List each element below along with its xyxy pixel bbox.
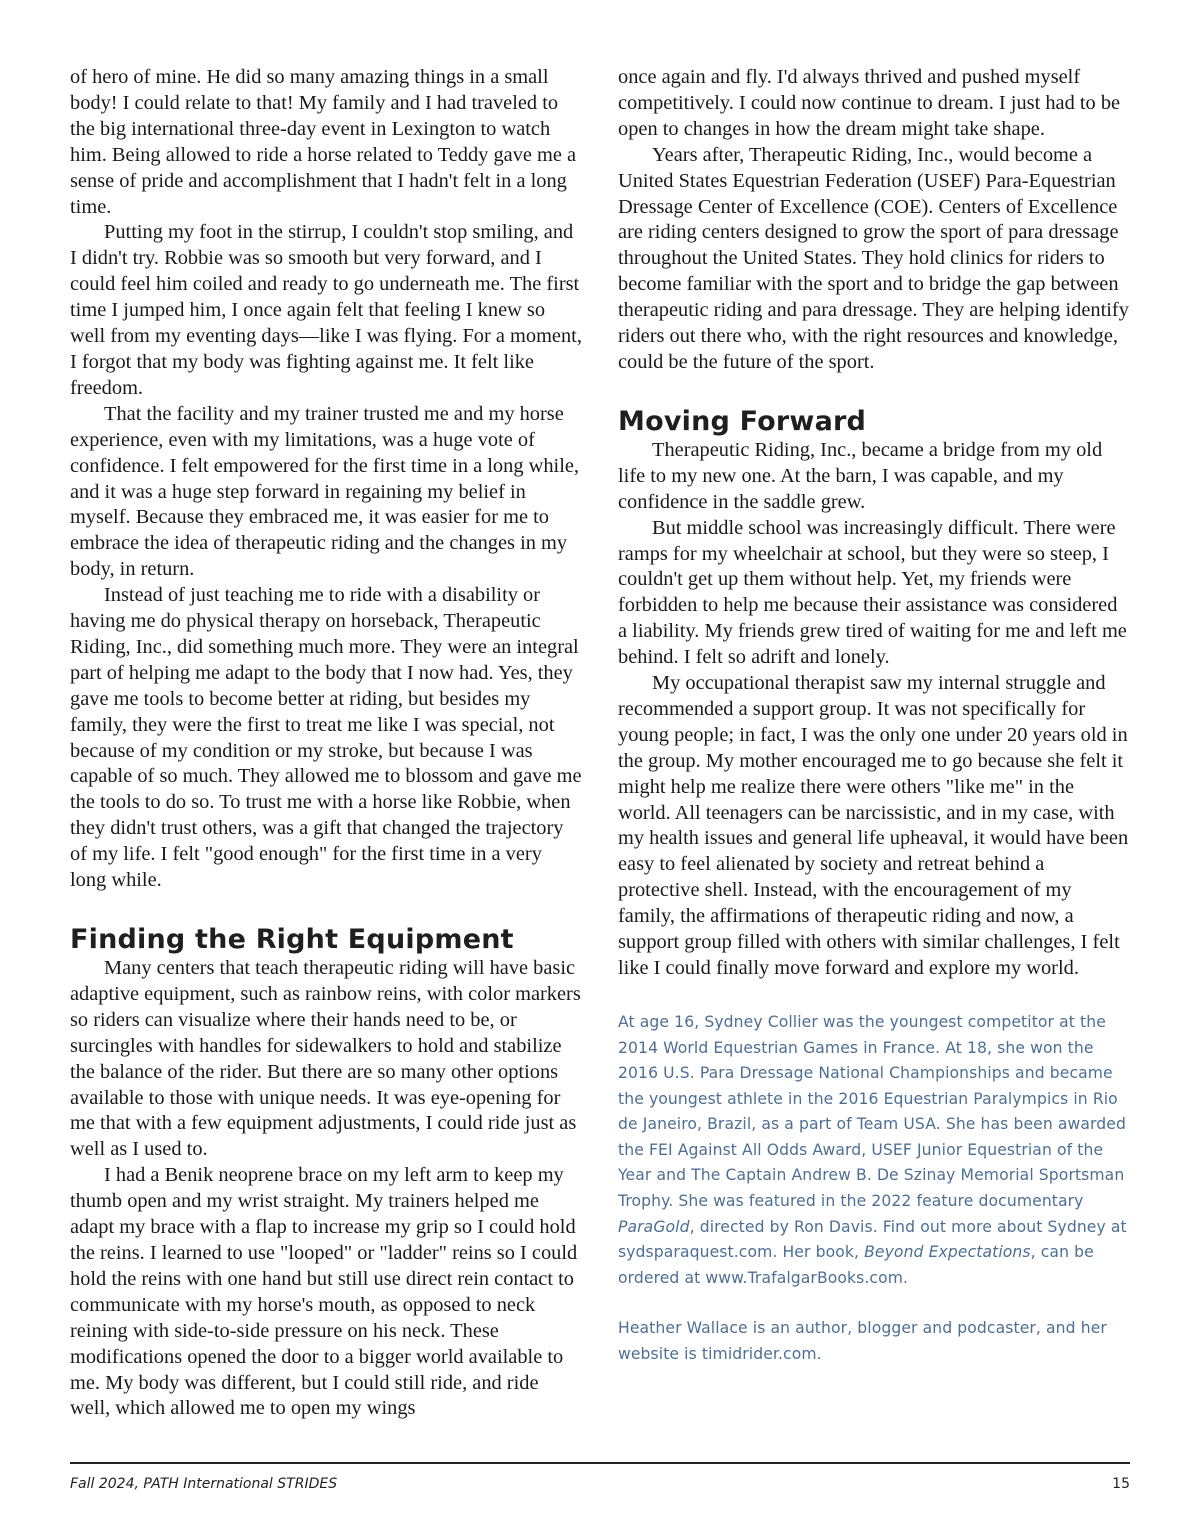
- section-heading-equipment: Finding the Right Equipment: [70, 924, 514, 955]
- page-number: 15: [1112, 1476, 1130, 1492]
- footer-divider: [70, 1462, 1130, 1464]
- paragraph: My occupational therapist saw my internal struggle and recommended a support group. It was not specifically for young people; in fact, I was the only one under 20 years old in the group. My mother encouraged me to go because she felt it might help me realize there were others "like me" in the world. All teenagers can be narcissistic, and in my case, with my health issues and general life upheaval, it would have been easy to feel alienated by society and retreat behind a protective shell. Instead, with the encouragement of my family, the affirmations of therapeutic riding and now, a support group filled with others with similar challenges, I felt like I could finally move forward and explore my world.: [618, 672, 1129, 979]
- bio-text: , directed by Ron Davis. Find out more about Sydney at sydsparaquest.com. Her book,: [618, 1217, 1127, 1262]
- bio-text: , can be ordered at www.TrafalgarBooks.com.: [618, 1243, 1094, 1287]
- paragraph: Instead of just teaching me to ride with a disability or having me do physical therapy on horseback, Therapeutic Riding, Inc., did something much more. They were an integral part of helping me adapt to the body that I now had. Yes, they gave me tools to become better at riding, but besides my family, they were the first to treat me like I was special, not because of my condition or my stroke, but because I was capable of so much. They allowed me to blossom and gave me the tools to do so. To trust me with a horse like Robbie, when they didn't trust others, was a gift that changed the trajectory of my life. I felt "good enough" for the first time in a very long while.: [70, 584, 582, 892]
- footer-publication: Fall 2024, PATH International STRIDES: [70, 1476, 338, 1492]
- author-bio-wallace: Heather Wallace is an author, blogger and podcaster, and her website is timidrider.com.: [618, 1319, 1107, 1364]
- paragraph: Therapeutic Riding, Inc., became a bridge from my old life to my new one. At the barn, I was capable, and my confidence in the saddle grew.: [618, 438, 1103, 513]
- paragraph: Years after, Therapeutic Riding, Inc., would become a United States Equestrian Federation (USEF) Para-Equestrian Dressage Center of Excellence (COE). Centers of Excellence are riding centers designed to grow the sport of para dressage throughout the United States. They hold clinics for riders to become familiar with the sport and to bridge the gap between therapeutic riding and para dressage. They are helping identify riders out there who, with the right resources and knowledge, could be the future of the sport.: [618, 143, 1129, 373]
- author-bio-collier: [618, 1010, 1130, 1292]
- film-title: ParaGold: [618, 1217, 690, 1236]
- bio-text: At age 16, Sydney Collier was the youngest competitor at the 2014 World Equestrian Games in France. At 18, she won the 2016 U.S. Para Dressage National Championships and became the youngest athlete in the 2016 Equestrian Paralympics in Rio de Janeiro, Brazil, as a part of Team USA. She has been awarded the FEI Against All Odds Award, USEF Junior Equestrian of the Year and The Captain Andrew B. De Szinay Memorial Sportsman Trophy. She was featured in the 2022 feature documentary: [618, 1012, 1126, 1211]
- section-heading-moving-forward: Moving Forward: [618, 405, 867, 437]
- paragraph: But middle school was increasingly difficult. There were ramps for my wheelchair at school, but they were so steep, I couldn't get up them without help. Yet, my friends were forbidden to help me because their assistance was considered a liability. My friends grew tired of waiting for me and left me behind. I felt so adrift and lonely.: [618, 516, 1127, 669]
- right-column: [618, 65, 1130, 1368]
- paragraph: once again and fly. I'd always thrived and pushed myself competitively. I could now continue to dream. I just had to be open to changes in how the dream might take shape.: [618, 66, 1121, 140]
- paragraph: of hero of mine. He did so many amazing things in a small body! I could relate to that! My family and I had traveled to the big international three-day event in Lexington to watch him. Being allowed to ride a horse related to Teddy gave me a sense of pride and accomplishment that I hadn't felt in a long time.: [70, 66, 577, 218]
- book-title: Beyond Expectations: [864, 1243, 1031, 1262]
- paragraph: Putting my foot in the stirrup, I couldn't stop smiling, and I didn't try. Robbie was so smooth but very forward, and I could feel him coiled and ready to go underneath me. The first time I jumped him, I once again felt that feeling I knew so well from my eventing days—like I was flying. For a moment, I forgot that my body was fighting against me. It felt like freedom.: [70, 221, 582, 399]
- left-column: [70, 65, 582, 1422]
- paragraph: I had a Benik neoprene brace on my left arm to keep my thumb open and my wrist straight. My trainers helped me adapt my brace with a flap to increase my grip so I could hold the reins. I learned to use "looped" or "ladder" reins so I could hold the reins with one hand but still use direct rein contact to communicate with my horse's mouth, as opposed to neck reining with side-to-side pressure on his neck. These modifications opened the door to a bigger world available to me. My body was different, but I could still ride, and ride well, which allowed me to open my wings: [70, 1164, 578, 1420]
- paragraph: That the facility and my trainer trusted me and my horse experience, even with my limitations, was a huge vote of confidence. I felt empowered for the first time in a long while, and it was a huge step forward in regaining my belief in myself. Because they embraced me, it was easier for me to embrace the idea of therapeutic riding and the changes in my body, in return.: [70, 402, 580, 581]
- paragraph: Many centers that teach therapeutic riding will have basic adaptive equipment, such as rainbow reins, with color markers so riders can visualize where their hands need to be, or surcingles with handles for sidewalkers to hold and stabilize the balance of the rider. But there are so many other options available to those with unique needs. It was eye-opening for me that with a few equipment adjustments, I could ride just as well as I used to.: [70, 957, 581, 1161]
